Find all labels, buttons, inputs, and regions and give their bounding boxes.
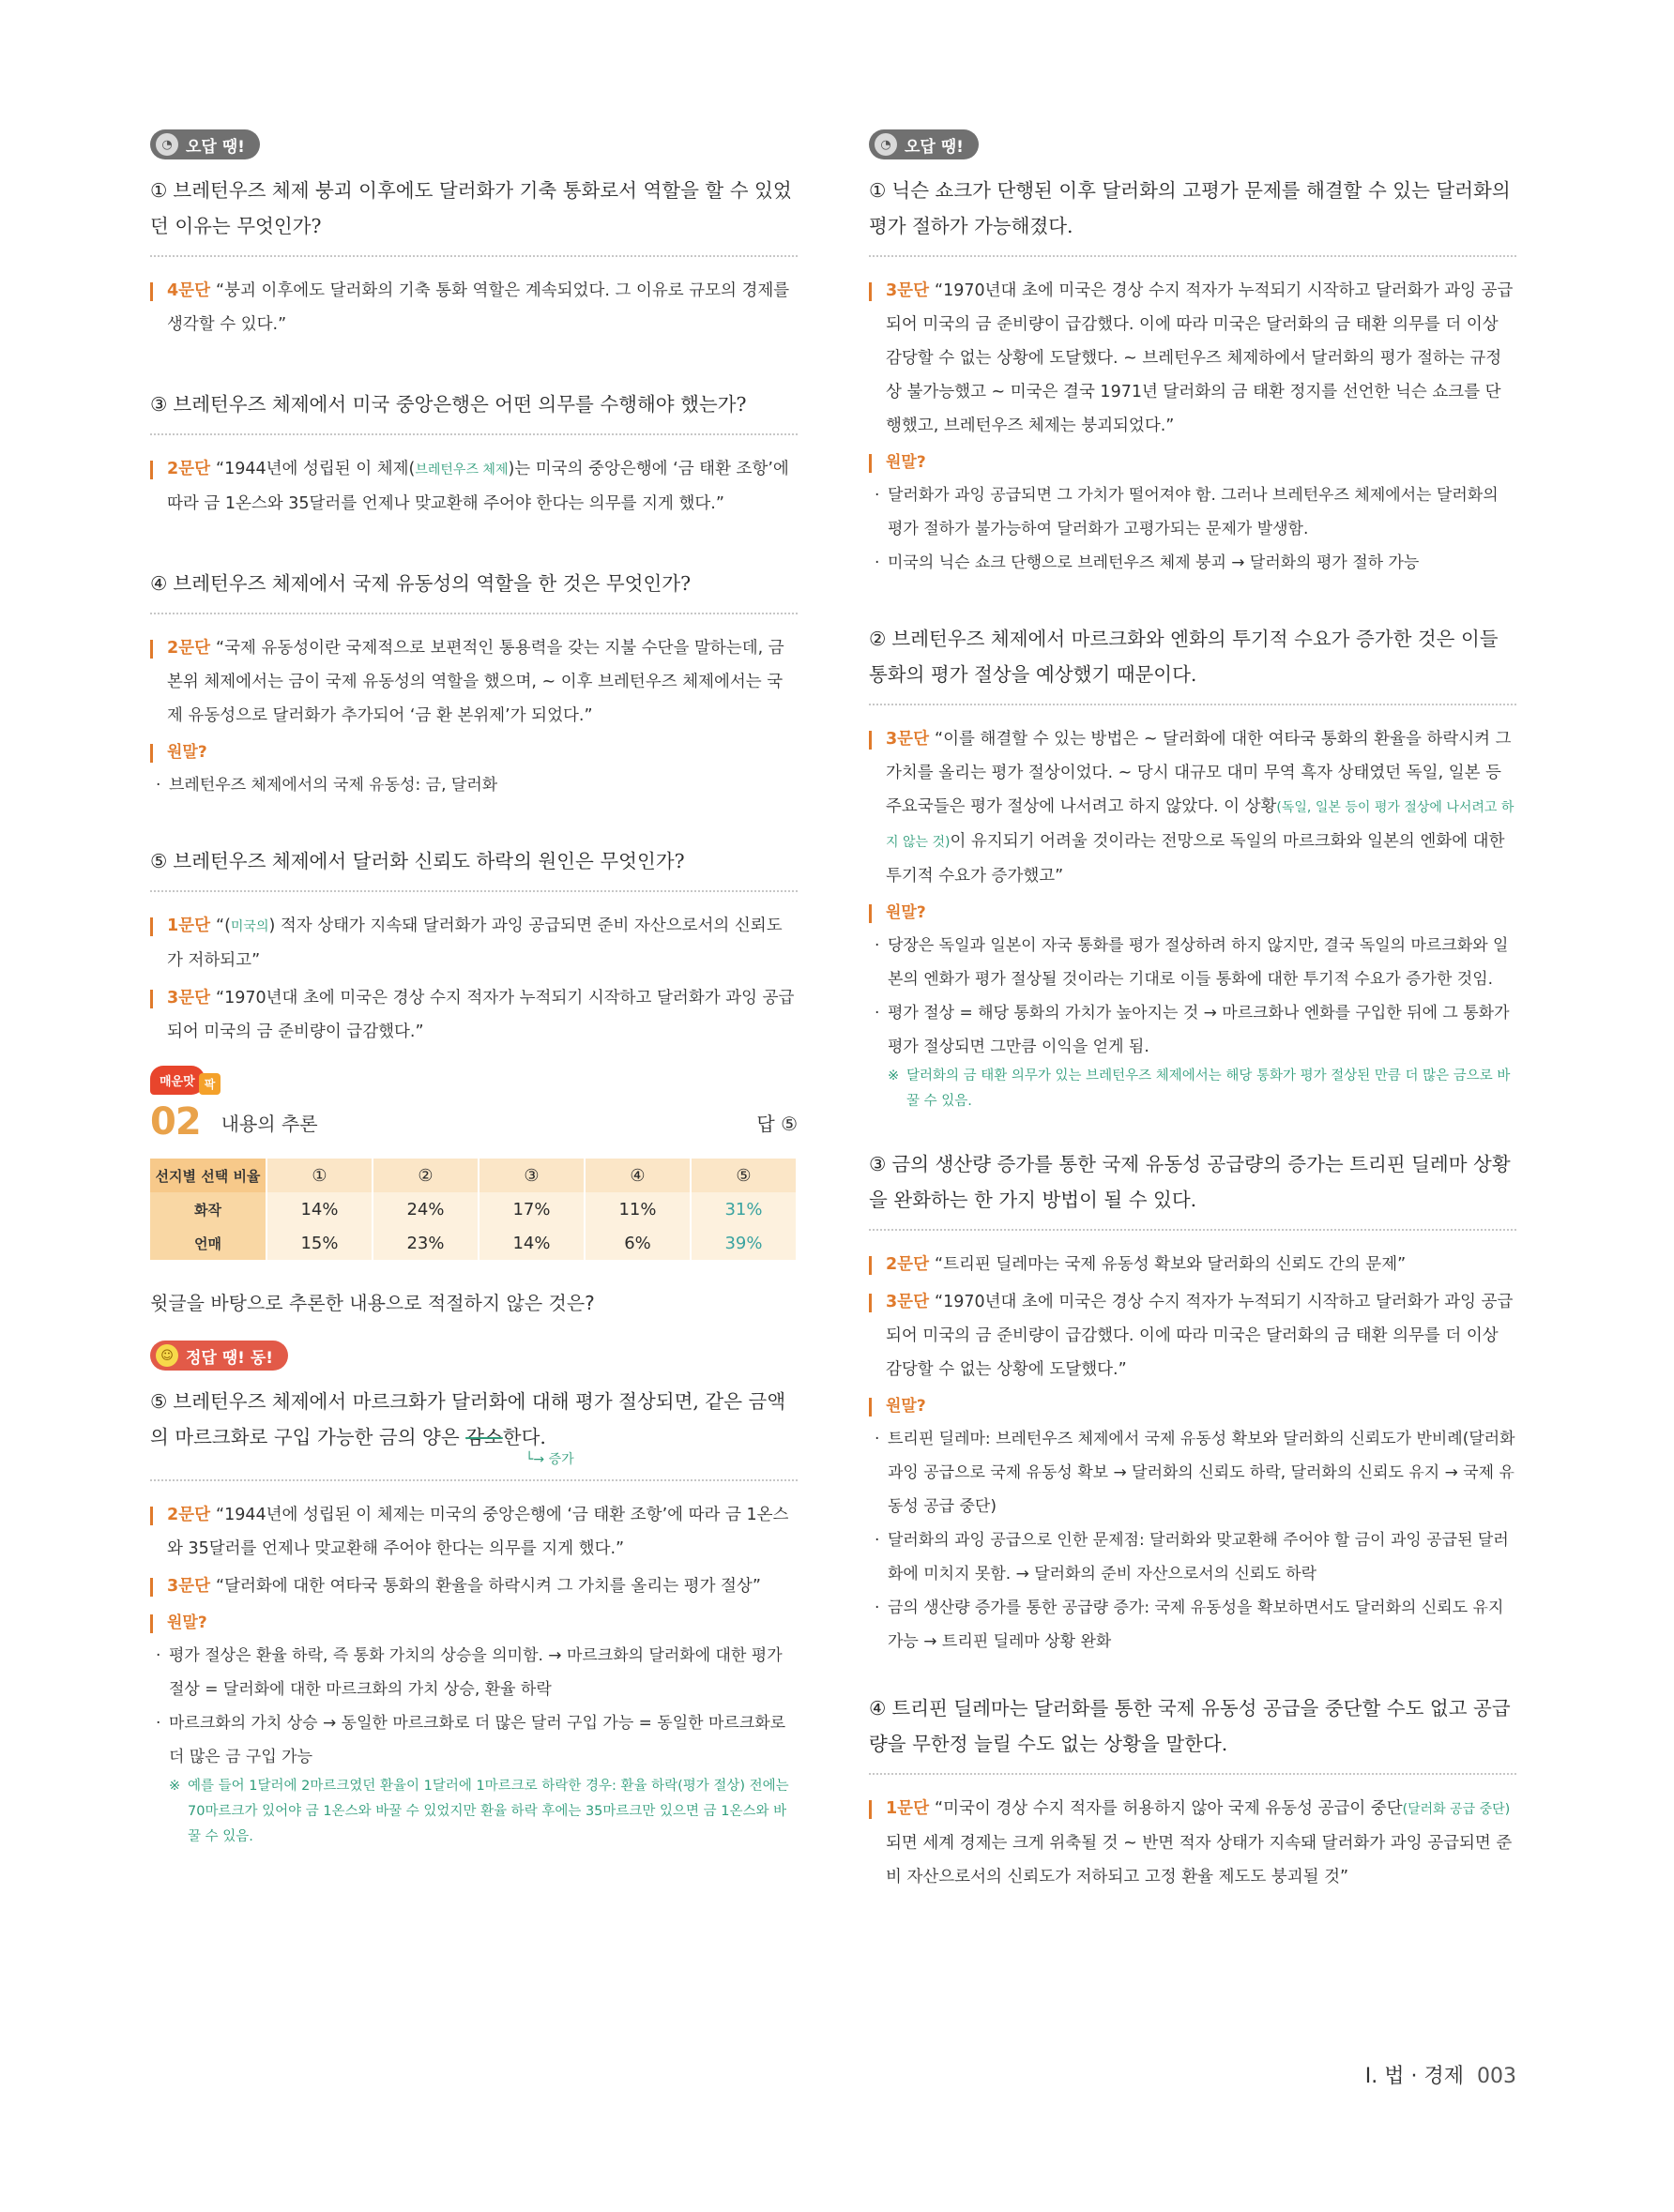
- bullet: · 미국의 닉슨 쇼크 단행으로 브레턴우즈 체제 붕괴 → 달러화의 평가 절하 가능: [869, 546, 1516, 580]
- why-label: 원말?: [869, 1390, 1516, 1422]
- question-4: ④ 브레턴우즈 체제에서 국제 유동성의 역할을 한 것은 무엇인가?: [150, 572, 692, 595]
- bullet: · 당장은 독일과 일본이 자국 통화를 평가 절상하려 하지 않지만, 결국 독일의 마르크화와 일본의 엔화가 평가 절상될 것이라는 기대로 이들 통화에 대한 투기적 수요가 증가한 것임.: [869, 929, 1516, 996]
- evidence: 4문단 “붕괴 이후에도 달러화의 기축 통화 역할은 계속되었다. 그 이유로 규모의 경제를 생각할 수 있다.”: [150, 274, 798, 341]
- evidence: 3문단 “1970년대 초에 미국은 경상 수지 적자가 누적되기 시작하고 달러화가 과잉 공급되어 미국의 금 준비량이 급감했다. 이에 따라 미국은 달러화의 금 태환 의무를 더 이상 감당할 수 없는 상황에 도달했다. ~ 브레턴우즈 체제하에서 달러화의 평가 절하는 규정상 불가능했고 ~ 미국은 결국 1971년 달러화의 금 태환 정지를 선언한 닉슨 쇼크를 단행했고, 브레턴우즈 체제는 붕괴되었다.”: [869, 274, 1516, 443]
- selection-rate-table: 선지별 선택 비율 ① ② ③ ④ ⑤ 화작 14% 24% 17% 11% 31% 언매 15% 23% 14% 6% 39%: [150, 1159, 798, 1260]
- option-2: ② 브레턴우즈 체제에서 마르크화와 엔화의 투기적 수요가 증가한 것은 이들 통화의 평가 절상을 예상했기 때문이다.: [869, 628, 1499, 686]
- question-1: ① 브레턴우즈 체제 붕괴 이후에도 달러화가 기축 통화로서 역할을 할 수 있었던 이유는 무엇인가?: [150, 179, 792, 237]
- why-label: 원말?: [150, 1607, 798, 1639]
- why-label: 원말?: [150, 736, 798, 768]
- evidence: 2문단 “1944년에 성립된 이 체제(브레턴우즈 체제)는 미국의 중앙은행에 ‘금 태환 조항’에 따라 금 1온스와 35달러를 언제나 맞교환해 주어야 한다는 의무를 지게 했다.”: [150, 452, 798, 521]
- evidence: 1문단 “(미국의) 적자 상태가 지속돼 달러화가 과잉 공급되면 준비 자산으로서의 신뢰도가 저하되고”: [150, 909, 798, 977]
- evidence: 3문단 “1970년대 초에 미국은 경상 수지 적자가 누적되기 시작하고 달러화가 과잉 공급되어 미국의 금 준비량이 급감했다.”: [150, 981, 798, 1049]
- smile-icon: ☺: [156, 1344, 178, 1367]
- divider: [150, 613, 798, 614]
- bullet: · 평가 절상 = 해당 통화의 가치가 높아지는 것 → 마르크화나 엔화를 구입한 뒤에 그 통화가 평가 절상되면 그만큼 이익을 얻게 됨.: [869, 996, 1516, 1064]
- bullet: · 평가 절상은 환율 하락, 즉 통화 가치의 상승을 의미함. → 마르크화의 달러화에 대한 평가 절상 = 달러화에 대한 마르크화의 가치 상승, 환율 하락: [150, 1639, 798, 1706]
- evidence: 2문단 “1944년에 성립된 이 체제는 미국의 중앙은행에 ‘금 태환 조항’에 따라 금 1온스와 35달러를 언제나 맞교환해 주어야 한다는 의무를 지게 했다.”: [150, 1498, 798, 1566]
- bullet: · 마르크화의 가치 상승 → 동일한 마르크화로 더 많은 달러 구입 가능 = 동일한 마르크화로 더 많은 금 구입 가능: [150, 1706, 798, 1774]
- badge-label: 정답 땡! 동!: [186, 1348, 274, 1368]
- option-3: ③ 금의 생산량 증가를 통한 국제 유동성 공급량의 증가는 트리핀 딜레마 상황을 완화하는 한 가지 방법이 될 수 있다.: [869, 1153, 1511, 1211]
- divider: [869, 704, 1516, 705]
- divider: [150, 433, 798, 435]
- note: ※ 달러화의 금 태환 의무가 있는 브레턴우즈 체제에서는 해당 통화가 평가 절상된 만큼 더 많은 금으로 바꿀 수 있음.: [869, 1064, 1516, 1114]
- evidence: 3문단 “달러화에 대한 여타국 통화의 환율을 하락시켜 그 가치를 올리는 평가 절상”: [150, 1569, 798, 1603]
- divider: [150, 255, 798, 257]
- page-footer: [1342, 2060, 1516, 2089]
- why-label: 원말?: [869, 897, 1516, 929]
- section-label: Ⅰ. 법 · 경제: [1364, 2065, 1464, 2088]
- divider: [150, 890, 798, 892]
- note: ※ 예를 들어 1달러에 2마르크였던 환율이 1달러에 1마르크로 하락한 경우: 환율 하락(평가 절상) 전에는 70마르크가 있어야 금 1온스와 바꿀 수 있었지만 환율 하락 후에는 35마르크만 있으면 금 1온스와 바꿀 수 있음.: [150, 1774, 798, 1850]
- face-icon: ◔: [875, 133, 897, 156]
- evidence: 2문단 “트리핀 딜레마는 국제 유동성 확보와 달러화의 신뢰도 간의 문제”: [869, 1248, 1516, 1281]
- right-column: [869, 129, 1516, 1898]
- question-3: ③ 브레턴우즈 체제에서 미국 중앙은행은 어떤 의무를 수행해야 했는가?: [150, 393, 747, 416]
- wrong-answer-badge: [869, 129, 979, 159]
- question-5: ⑤ 브레턴우즈 체제에서 달러화 신뢰도 하락의 원인은 무엇인가?: [150, 850, 685, 872]
- right-answer-badge: [150, 1341, 288, 1371]
- page-number: 003: [1477, 2065, 1516, 2088]
- hot-tag: 팍: [199, 1073, 221, 1095]
- wrong-answer-badge: [150, 129, 260, 159]
- face-icon: ◔: [156, 133, 178, 156]
- badge-label: 오답 땡!: [186, 137, 245, 157]
- divider: [869, 255, 1516, 257]
- bullet: · 브레턴우즈 체제에서의 국제 유동성: 금, 달러화: [150, 768, 798, 802]
- divider: [869, 1229, 1516, 1231]
- section-answer: 답 ⑤: [756, 1112, 798, 1135]
- evidence: 1문단 “미국이 경상 수지 적자를 허용하지 않아 국제 유동성 공급이 중단(달러화 공급 중단)되면 세계 경제는 크게 위축될 것 ~ 반면 적자 상태가 지속돼 달러화가 과잉 공급되면 준비 자산으로서의 신뢰도가 저하되고 고정 환율 제도도 붕괴될 것”: [869, 1792, 1516, 1894]
- section-title: 내용의 추론: [221, 1112, 318, 1135]
- correction-note: └→ 증가: [525, 1452, 574, 1467]
- answer-5: ⑤ 브레턴우즈 체제에서 마르크화가 달러화에 대해 평가 절상되면, 같은 금액의 마르크화로 구입 가능한 금의 양은 감소한다.: [150, 1390, 786, 1448]
- section-02: [150, 1066, 798, 1320]
- bullet: · 달러화의 과잉 공급으로 인한 문제점: 달러화와 맞교환해 주어야 할 금이 과잉 공급된 달러화에 미치지 못함. → 달러화의 준비 자산으로서의 신뢰도 하락: [869, 1523, 1516, 1591]
- left-column: [150, 129, 798, 1850]
- bullet: · 금의 생산량 증가를 통한 공급량 증가: 국제 유동성을 확보하면서도 달러화의 신뢰도 유지 가능 → 트리핀 딜레마 상황 완화: [869, 1591, 1516, 1659]
- why-label: 원말?: [869, 447, 1516, 478]
- section-number: 02: [150, 1100, 201, 1144]
- option-1: ① 닉슨 쇼크가 단행된 이후 달러화의 고평가 문제를 해결할 수 있는 달러화의 평가 절하가 가능해졌다.: [869, 179, 1511, 237]
- badge-label: 오답 땡!: [905, 137, 964, 157]
- bullet: · 트리핀 딜레마: 브레턴우즈 체제에서 국제 유동성 확보와 달러화의 신뢰도가 반비례(달러화 과잉 공급으로 국제 유동성 확보 → 달러화의 신뢰도 하락, 달러화의 신뢰도 유지 → 국제 유동성 공급 중단): [869, 1422, 1516, 1523]
- evidence: 2문단 “국제 유동성이란 국제적으로 보편적인 통용력을 갖는 지불 수단을 말하는데, 금 본위 체제에서는 금이 국제 유동성의 역할을 했으며, ~ 이후 브레턴우즈 체제에서는 국제 유동성으로 달러화가 추가되어 ‘금 환 본위제’가 되었다.”: [150, 631, 798, 733]
- hot-badge: 매운맛: [150, 1066, 205, 1095]
- divider: [869, 1773, 1516, 1775]
- evidence: 3문단 “1970년대 초에 미국은 경상 수지 적자가 누적되기 시작하고 달러화가 과잉 공급되어 미국의 금 준비량이 급감했다. 이에 따라 미국은 달러화의 금 태환 의무를 더 이상 감당할 수 없는 상황에 도달했다.”: [869, 1285, 1516, 1386]
- evidence: 3문단 “이를 해결할 수 있는 방법은 ~ 달러화에 대한 여타국 통화의 환율을 하락시켜 그 가치를 올리는 평가 절상이었다. ~ 당시 대규모 대미 무역 흑자 상태였던 독일, 일본 등 주요국들은 평가 절상에 나서려고 하지 않았다. 이 상황(독일, 일본 등이 평가 절상에 나서려고 하지 않는 것)이 유지되기 어려울 것이라는 전망으로 독일의 마르크화와 일본의 엔화에 대한 투기적 수요가 증가했고”: [869, 722, 1516, 893]
- question-stem: 윗글을 바탕으로 추론한 내용으로 적절하지 않은 것은?: [150, 1292, 595, 1314]
- bullet: · 달러화가 과잉 공급되면 그 가치가 떨어져야 함. 그러나 브레턴우즈 체제에서는 달러화의 평가 절하가 불가능하여 달러화가 고평가되는 문제가 발생함.: [869, 478, 1516, 546]
- option-4: ④ 트리핀 딜레마는 달러화를 통한 국제 유동성 공급을 중단할 수도 없고 공급량을 무한정 늘릴 수도 없는 상황을 말한다.: [869, 1697, 1511, 1755]
- divider: [150, 1479, 798, 1481]
